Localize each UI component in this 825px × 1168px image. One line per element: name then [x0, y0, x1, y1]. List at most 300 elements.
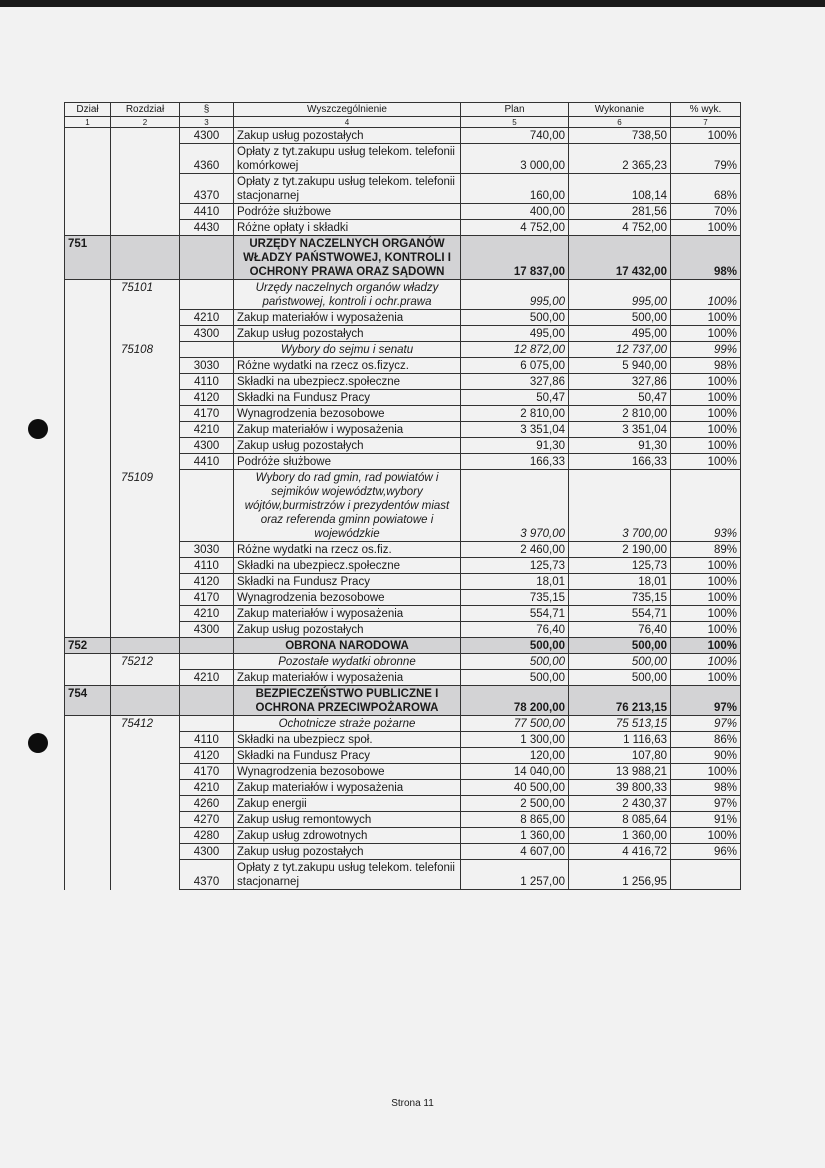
table-row: [65, 812, 741, 828]
plan-cell: 6 075,00: [461, 358, 569, 374]
paragraf-cell: 3030: [180, 542, 234, 558]
wykonanie-cell: 2 365,23: [569, 144, 671, 174]
table-row: [65, 220, 741, 236]
description-cell: Podróże służbowe: [234, 204, 461, 220]
dzial-cell: [65, 310, 111, 326]
header-number: 4: [234, 117, 461, 128]
percent-cell: 97%: [671, 686, 741, 716]
wykonanie-cell: 327,86: [569, 374, 671, 390]
rozdzial-cell: [111, 558, 180, 574]
dzial-cell: [65, 748, 111, 764]
dzial-cell: [65, 574, 111, 590]
dzial-cell: [65, 326, 111, 342]
budget-table: [64, 102, 741, 890]
plan-cell: 8 865,00: [461, 812, 569, 828]
description-cell: Wybory do rad gmin, rad powiatów i sejmików województw,wybory wójtów,burmistrzów i prezydentów miast oraz referenda gminn powiatowe i wojewódzkie: [234, 470, 461, 542]
plan-cell: 3 351,04: [461, 422, 569, 438]
dzial-cell: [65, 670, 111, 686]
dzial-cell: [65, 144, 111, 174]
percent-cell: 96%: [671, 844, 741, 860]
wykonanie-cell: 2 190,00: [569, 542, 671, 558]
rozdzial-cell: [111, 828, 180, 844]
paragraf-cell: 4210: [180, 780, 234, 796]
dzial-cell: [65, 606, 111, 622]
wykonanie-cell: 2 810,00: [569, 406, 671, 422]
description-cell: Zakup usług pozostałych: [234, 844, 461, 860]
percent-cell: 100%: [671, 454, 741, 470]
paragraf-cell: 4170: [180, 764, 234, 780]
rozdzial-row: [65, 342, 741, 358]
plan-cell: 160,00: [461, 174, 569, 204]
paragraf-cell: 4110: [180, 732, 234, 748]
description-cell: Podróże służbowe: [234, 454, 461, 470]
wykonanie-cell: 4 416,72: [569, 844, 671, 860]
wykonanie-cell: 108,14: [569, 174, 671, 204]
header-number: 2: [111, 117, 180, 128]
rozdzial-cell: 75101: [111, 280, 180, 310]
wykonanie-cell: 12 737,00: [569, 342, 671, 358]
percent-cell: 70%: [671, 204, 741, 220]
rozdzial-cell: [111, 764, 180, 780]
rozdzial-cell: 75108: [111, 342, 180, 358]
dzial-cell: [65, 390, 111, 406]
percent-cell: 98%: [671, 358, 741, 374]
dzial-cell: [65, 174, 111, 204]
rozdzial-cell: [111, 574, 180, 590]
description-cell: Różne opłaty i składki: [234, 220, 461, 236]
plan-cell: 18,01: [461, 574, 569, 590]
description-cell: Opłaty z tyt.zakupu usług telekom. telefonii komórkowej: [234, 144, 461, 174]
plan-cell: 166,33: [461, 454, 569, 470]
table-row: [65, 438, 741, 454]
wykonanie-cell: 4 752,00: [569, 220, 671, 236]
description-cell: Składki na Fundusz Pracy: [234, 748, 461, 764]
header-number: 7: [671, 117, 741, 128]
rozdzial-cell: [111, 390, 180, 406]
wykonanie-cell: 735,15: [569, 590, 671, 606]
table-header-numbers: [65, 117, 741, 128]
dzial-cell: [65, 780, 111, 796]
percent-cell: 100%: [671, 326, 741, 342]
description-cell: URZĘDY NACZELNYCH ORGANÓW WŁADZY PAŃSTWOWEJ, KONTROLI I OCHRONY PRAWA ORAZ SĄDOWN: [234, 236, 461, 280]
wykonanie-cell: 1 116,63: [569, 732, 671, 748]
plan-cell: 735,15: [461, 590, 569, 606]
paragraf-cell: 4300: [180, 326, 234, 342]
table-row: [65, 780, 741, 796]
percent-cell: 91%: [671, 812, 741, 828]
paragraf-cell: 4430: [180, 220, 234, 236]
header-number: 6: [569, 117, 671, 128]
description-cell: Zakup usług pozostałych: [234, 128, 461, 144]
plan-cell: 495,00: [461, 326, 569, 342]
rozdzial-cell: [111, 454, 180, 470]
table-body: [65, 128, 741, 890]
percent-cell: 100%: [671, 374, 741, 390]
table-row: [65, 454, 741, 470]
percent-cell: 100%: [671, 422, 741, 438]
rozdzial-cell: [111, 358, 180, 374]
percent-cell: 100%: [671, 590, 741, 606]
table-row: [65, 406, 741, 422]
plan-cell: 327,86: [461, 374, 569, 390]
percent-cell: 100%: [671, 764, 741, 780]
rozdzial-cell: 75412: [111, 716, 180, 732]
paragraf-cell: [180, 280, 234, 310]
percent-cell: 89%: [671, 542, 741, 558]
table-header-row: [65, 103, 741, 117]
wykonanie-cell: 91,30: [569, 438, 671, 454]
description-cell: Różne wydatki na rzecz os.fizycz.: [234, 358, 461, 374]
description-cell: BEZPIECZEŃSTWO PUBLICZNE I OCHRONA PRZECIWPOŻAROWA: [234, 686, 461, 716]
table-row: [65, 358, 741, 374]
plan-cell: 12 872,00: [461, 342, 569, 358]
description-cell: Zakup usług zdrowotnych: [234, 828, 461, 844]
rozdzial-cell: [111, 326, 180, 342]
plan-cell: 120,00: [461, 748, 569, 764]
dzial-cell: 754: [65, 686, 111, 716]
dzial-cell: [65, 342, 111, 358]
percent-cell: 100%: [671, 558, 741, 574]
percent-cell: 93%: [671, 470, 741, 542]
paragraf-cell: 4410: [180, 454, 234, 470]
rozdzial-cell: [111, 128, 180, 144]
dzial-cell: [65, 220, 111, 236]
dzial-cell: [65, 470, 111, 542]
description-cell: Zakup usług remontowych: [234, 812, 461, 828]
table-row: [65, 828, 741, 844]
rozdzial-cell: [111, 686, 180, 716]
description-cell: Zakup usług pozostałych: [234, 438, 461, 454]
rozdzial-cell: [111, 236, 180, 280]
plan-cell: 125,73: [461, 558, 569, 574]
page-footer: Strona 11: [391, 1098, 434, 1109]
rozdzial-cell: [111, 860, 180, 890]
paragraf-cell: 4360: [180, 144, 234, 174]
wykonanie-cell: 500,00: [569, 654, 671, 670]
plan-cell: 740,00: [461, 128, 569, 144]
wykonanie-cell: 76,40: [569, 622, 671, 638]
plan-cell: 40 500,00: [461, 780, 569, 796]
budget-execution-page: [64, 102, 740, 890]
dzial-cell: [65, 716, 111, 732]
paragraf-cell: 4300: [180, 622, 234, 638]
plan-cell: 3 970,00: [461, 470, 569, 542]
paragraf-cell: 4120: [180, 390, 234, 406]
description-cell: Zakup materiałów i wyposażenia: [234, 422, 461, 438]
rozdzial-cell: [111, 780, 180, 796]
wykonanie-cell: 554,71: [569, 606, 671, 622]
rozdzial-cell: 75109: [111, 470, 180, 542]
description-cell: Wynagrodzenia bezosobowe: [234, 590, 461, 606]
plan-cell: 4 752,00: [461, 220, 569, 236]
description-cell: Zakup usług pozostałych: [234, 326, 461, 342]
description-cell: Zakup materiałów i wyposażenia: [234, 670, 461, 686]
wykonanie-cell: 500,00: [569, 638, 671, 654]
percent-cell: 100%: [671, 220, 741, 236]
description-cell: Ochotnicze straże pożarne: [234, 716, 461, 732]
plan-cell: 76,40: [461, 622, 569, 638]
table-row: [65, 326, 741, 342]
dzial-cell: [65, 732, 111, 748]
wykonanie-cell: 17 432,00: [569, 236, 671, 280]
rozdzial-cell: [111, 622, 180, 638]
table-row: [65, 174, 741, 204]
description-cell: Składki na ubezpiecz.społeczne: [234, 558, 461, 574]
percent-cell: 100%: [671, 438, 741, 454]
rozdzial-cell: [111, 606, 180, 622]
percent-cell: 100%: [671, 606, 741, 622]
paragraf-cell: [180, 342, 234, 358]
dzial-cell: 752: [65, 638, 111, 654]
table-row: [65, 144, 741, 174]
description-cell: Składki na ubezpiecz.społeczne: [234, 374, 461, 390]
rozdzial-cell: [111, 670, 180, 686]
description-cell: Zakup materiałów i wyposażenia: [234, 310, 461, 326]
rozdzial-cell: [111, 542, 180, 558]
wykonanie-cell: 75 513,15: [569, 716, 671, 732]
dzial-row: [65, 686, 741, 716]
plan-cell: 1 360,00: [461, 828, 569, 844]
paragraf-cell: 4210: [180, 670, 234, 686]
header-rozdzial: Rozdział: [111, 103, 180, 117]
plan-cell: 500,00: [461, 654, 569, 670]
rozdzial-cell: [111, 374, 180, 390]
dzial-cell: [65, 764, 111, 780]
paragraf-cell: [180, 236, 234, 280]
percent-cell: [671, 860, 741, 890]
dzial-cell: [65, 828, 111, 844]
percent-cell: 100%: [671, 670, 741, 686]
paragraf-cell: [180, 716, 234, 732]
description-cell: Wybory do sejmu i senatu: [234, 342, 461, 358]
dzial-cell: [65, 204, 111, 220]
dzial-cell: [65, 542, 111, 558]
wykonanie-cell: 500,00: [569, 670, 671, 686]
dzial-cell: 751: [65, 236, 111, 280]
rozdzial-row: [65, 716, 741, 732]
dzial-cell: [65, 422, 111, 438]
wykonanie-cell: 18,01: [569, 574, 671, 590]
scan-top-edge: [0, 0, 825, 7]
rozdzial-cell: [111, 812, 180, 828]
rozdzial-cell: [111, 844, 180, 860]
rozdzial-cell: [111, 144, 180, 174]
percent-cell: 86%: [671, 732, 741, 748]
wykonanie-cell: 166,33: [569, 454, 671, 470]
percent-cell: 97%: [671, 796, 741, 812]
rozdzial-row: [65, 470, 741, 542]
wykonanie-cell: 281,56: [569, 204, 671, 220]
description-cell: Wynagrodzenia bezosobowe: [234, 406, 461, 422]
paragraf-cell: 4210: [180, 606, 234, 622]
wykonanie-cell: 50,47: [569, 390, 671, 406]
plan-cell: 1 300,00: [461, 732, 569, 748]
paragraf-cell: [180, 654, 234, 670]
header-procent: % wyk.: [671, 103, 741, 117]
plan-cell: 78 200,00: [461, 686, 569, 716]
paragraf-cell: 4370: [180, 174, 234, 204]
header-number: 3: [180, 117, 234, 128]
table-row: [65, 796, 741, 812]
plan-cell: 1 257,00: [461, 860, 569, 890]
dzial-cell: [65, 438, 111, 454]
dzial-row: [65, 236, 741, 280]
wykonanie-cell: 3 351,04: [569, 422, 671, 438]
dzial-cell: [65, 406, 111, 422]
plan-cell: 2 460,00: [461, 542, 569, 558]
wykonanie-cell: 500,00: [569, 310, 671, 326]
rozdzial-row: [65, 280, 741, 310]
paragraf-cell: 4210: [180, 422, 234, 438]
rozdzial-cell: [111, 422, 180, 438]
table-row: [65, 764, 741, 780]
dzial-cell: [65, 128, 111, 144]
table-row: [65, 622, 741, 638]
percent-cell: 100%: [671, 310, 741, 326]
table-row: [65, 732, 741, 748]
paragraf-cell: [180, 686, 234, 716]
percent-cell: 100%: [671, 828, 741, 844]
wykonanie-cell: 995,00: [569, 280, 671, 310]
rozdzial-cell: [111, 220, 180, 236]
dzial-cell: [65, 812, 111, 828]
description-cell: Zakup usług pozostałych: [234, 622, 461, 638]
plan-cell: 91,30: [461, 438, 569, 454]
paragraf-cell: [180, 638, 234, 654]
rozdzial-cell: [111, 174, 180, 204]
description-cell: OBRONA NARODOWA: [234, 638, 461, 654]
plan-cell: 995,00: [461, 280, 569, 310]
percent-cell: 100%: [671, 622, 741, 638]
header-dzial: Dział: [65, 103, 111, 117]
percent-cell: 98%: [671, 780, 741, 796]
table-row: [65, 606, 741, 622]
wykonanie-cell: 738,50: [569, 128, 671, 144]
percent-cell: 100%: [671, 654, 741, 670]
description-cell: Składki na ubezpiecz społ.: [234, 732, 461, 748]
dzial-cell: [65, 590, 111, 606]
percent-cell: 100%: [671, 574, 741, 590]
plan-cell: 554,71: [461, 606, 569, 622]
description-cell: Zakup materiałów i wyposażenia: [234, 780, 461, 796]
wykonanie-cell: 13 988,21: [569, 764, 671, 780]
rozdzial-cell: [111, 310, 180, 326]
description-cell: Zakup materiałów i wyposażenia: [234, 606, 461, 622]
paragraf-cell: 4300: [180, 438, 234, 454]
paragraf-cell: 4410: [180, 204, 234, 220]
rozdzial-cell: [111, 438, 180, 454]
dzial-cell: [65, 358, 111, 374]
percent-cell: 100%: [671, 390, 741, 406]
dzial-cell: [65, 280, 111, 310]
dzial-cell: [65, 796, 111, 812]
paragraf-cell: 4110: [180, 558, 234, 574]
wykonanie-cell: 495,00: [569, 326, 671, 342]
header-plan: Plan: [461, 103, 569, 117]
percent-cell: 100%: [671, 638, 741, 654]
paragraf-cell: 4110: [180, 374, 234, 390]
plan-cell: 3 000,00: [461, 144, 569, 174]
table-row: [65, 590, 741, 606]
rozdzial-cell: [111, 732, 180, 748]
percent-cell: 100%: [671, 406, 741, 422]
wykonanie-cell: 3 700,00: [569, 470, 671, 542]
paragraf-cell: [180, 470, 234, 542]
punch-hole-lower: [28, 733, 48, 753]
table-row: [65, 310, 741, 326]
description-cell: Wynagrodzenia bezosobowe: [234, 764, 461, 780]
table-row: [65, 390, 741, 406]
paragraf-cell: 4300: [180, 128, 234, 144]
wykonanie-cell: 39 800,33: [569, 780, 671, 796]
paragraf-cell: 4170: [180, 406, 234, 422]
dzial-cell: [65, 558, 111, 574]
paragraf-cell: 4300: [180, 844, 234, 860]
dzial-cell: [65, 454, 111, 470]
wykonanie-cell: 76 213,15: [569, 686, 671, 716]
percent-cell: 68%: [671, 174, 741, 204]
plan-cell: 14 040,00: [461, 764, 569, 780]
rozdzial-cell: [111, 406, 180, 422]
plan-cell: 500,00: [461, 670, 569, 686]
header-paragraf: §: [180, 103, 234, 117]
table-row: [65, 844, 741, 860]
description-cell: Urzędy naczelnych organów władzy państwowej, kontroli i ochr.prawa: [234, 280, 461, 310]
wykonanie-cell: 5 940,00: [569, 358, 671, 374]
wykonanie-cell: 2 430,37: [569, 796, 671, 812]
paragraf-cell: 4120: [180, 748, 234, 764]
paragraf-cell: 4120: [180, 574, 234, 590]
header-number: 5: [461, 117, 569, 128]
wykonanie-cell: 107,80: [569, 748, 671, 764]
table-row: [65, 542, 741, 558]
rozdzial-cell: [111, 796, 180, 812]
plan-cell: 400,00: [461, 204, 569, 220]
dzial-cell: [65, 622, 111, 638]
paragraf-cell: 4280: [180, 828, 234, 844]
percent-cell: 97%: [671, 716, 741, 732]
plan-cell: 77 500,00: [461, 716, 569, 732]
dzial-cell: [65, 374, 111, 390]
table-row: [65, 422, 741, 438]
header-number: 1: [65, 117, 111, 128]
paragraf-cell: 4210: [180, 310, 234, 326]
dzial-row: [65, 638, 741, 654]
paragraf-cell: 4170: [180, 590, 234, 606]
percent-cell: 79%: [671, 144, 741, 174]
description-cell: Zakup energii: [234, 796, 461, 812]
wykonanie-cell: 8 085,64: [569, 812, 671, 828]
plan-cell: 4 607,00: [461, 844, 569, 860]
plan-cell: 500,00: [461, 310, 569, 326]
dzial-cell: [65, 654, 111, 670]
header-wykonanie: Wykonanie: [569, 103, 671, 117]
rozdzial-cell: [111, 748, 180, 764]
table-row: [65, 670, 741, 686]
plan-cell: 2 500,00: [461, 796, 569, 812]
percent-cell: 90%: [671, 748, 741, 764]
table-row: [65, 128, 741, 144]
description-cell: Składki na Fundusz Pracy: [234, 390, 461, 406]
description-cell: Pozostałe wydatki obronne: [234, 654, 461, 670]
table-row: [65, 574, 741, 590]
rozdzial-cell: [111, 204, 180, 220]
description-cell: Składki na Fundusz Pracy: [234, 574, 461, 590]
plan-cell: 500,00: [461, 638, 569, 654]
rozdzial-cell: 75212: [111, 654, 180, 670]
paragraf-cell: 4370: [180, 860, 234, 890]
dzial-cell: [65, 844, 111, 860]
